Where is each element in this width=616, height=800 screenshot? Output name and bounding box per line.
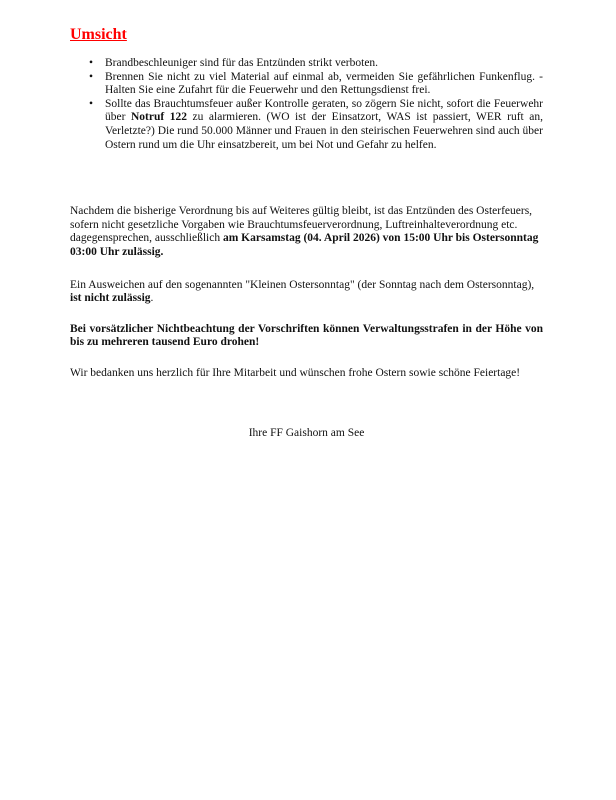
paragraph-alternative-date: Ein Ausweichen auf den sogenannten "Kleinen Ostersonntag" (der Sonntag nach dem Ostersonntag), ist nicht zulässig.: [70, 278, 535, 305]
list-item: • Brandbeschleuniger sind für das Entzünden strikt verboten.: [70, 57, 543, 71]
bullet-list: [70, 57, 543, 152]
list-item: • Brennen Sie nicht zu viel Material auf einmal ab, vermeiden Sie gefährlichen Funkenflug. - Halten Sie eine Zufahrt für die Feuerwehr und den Rettungsdienst frei.: [70, 71, 543, 98]
paragraph-thanks: Wir bedanken uns herzlich für Ihre Mitarbeit und wünschen frohe Ostern sowie schöne Feiertage!: [70, 366, 521, 379]
paragraph-regulation: Nachdem die bisherige Verordnung bis auf Weiteres gültig bleibt, ist das Entzünden des Osterfeuers, sofern nicht gesetzliche Vorgaben wie Brauchtumsfeuerverordnung, Luftreinhalteverordnung etc. dagegensprechen, ausschließlich am Karsamstag (04. April 2026) von 15:00 Uhr bis Ostersonntag 03:00 Uhr zulässig.: [70, 205, 539, 258]
list-item: • Sollte das Brauchtumsfeuer außer Kontrolle geraten, so zögern Sie nicht, sofort die Feuerwehr über Notruf 122 zu alarmieren. (WO ist der Einsatzort, WAS ist passiert, WER ruft an, Verletzte?) Die rund 50.000 Männer und Frauen in den steirischen Feuerwehren sind auch über Ostern rund um die Uhr einsatzbereit, um bei Not und Gefahr zu helfen.: [70, 98, 543, 152]
paragraph-penalty: Bei vorsätzlicher Nichtbeachtung der Vorschriften können Verwaltungsstrafen in der Höhe von bis zu mehreren tausend Euro drohen!: [70, 322, 543, 349]
page-title: Umsicht: [70, 26, 127, 43]
signature-line: Ihre FF Gaishorn am See: [248, 426, 365, 439]
